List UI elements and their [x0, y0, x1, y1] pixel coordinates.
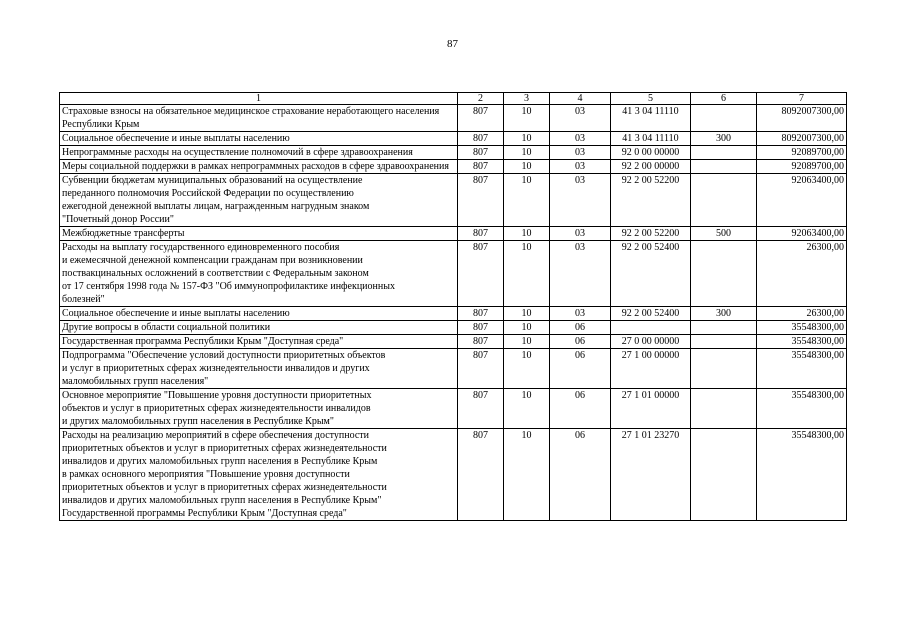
admin-code: 807 [458, 105, 504, 132]
amount: 35548300,00 [757, 389, 847, 429]
expense-type-code [691, 160, 757, 174]
table-row [60, 307, 847, 321]
table-header-row [60, 93, 847, 105]
section-code: 10 [504, 335, 550, 349]
admin-code: 807 [458, 429, 504, 521]
admin-code: 807 [458, 160, 504, 174]
row-name: Социальное обеспечение и иные выплаты населению [60, 132, 458, 146]
target-article-code: 92 2 00 52400 [611, 307, 691, 321]
amount: 35548300,00 [757, 335, 847, 349]
expense-type-code [691, 241, 757, 307]
column-header: 4 [550, 93, 611, 105]
expense-type-code: 300 [691, 132, 757, 146]
subsection-code: 03 [550, 132, 611, 146]
amount: 8092007300,00 [757, 105, 847, 132]
row-name: Страховые взносы на обязательное медицинское страхование неработающего населения Республики Крым [60, 105, 458, 132]
subsection-code: 06 [550, 389, 611, 429]
admin-code: 807 [458, 335, 504, 349]
expense-type-code [691, 146, 757, 160]
target-article-code: 92 2 00 52200 [611, 174, 691, 227]
row-name: Межбюджетные трансферты [60, 227, 458, 241]
row-name: Другие вопросы в области социальной политики [60, 321, 458, 335]
section-code: 10 [504, 389, 550, 429]
amount: 92063400,00 [757, 174, 847, 227]
amount: 35548300,00 [757, 349, 847, 389]
table-row [60, 105, 847, 132]
amount: 35548300,00 [757, 321, 847, 335]
table-row [60, 146, 847, 160]
subsection-code: 06 [550, 349, 611, 389]
column-header: 1 [60, 93, 458, 105]
admin-code: 807 [458, 132, 504, 146]
table-row [60, 227, 847, 241]
target-article-code: 92 2 00 52400 [611, 241, 691, 307]
table-row [60, 174, 847, 227]
row-name: Расходы на реализацию мероприятий в сфере обеспечения доступности приоритетных объектов и услуг в приоритетных сферах жизнедеятельности инвалидов и других маломобильных групп населения в Республике Крым в рамках основного мероприятия "Повышение уровня доступности приоритетных объектов и услуг в приоритетных сферах жизнедеятельности инвалидов и других маломобильных групп населения в Республике Крым" Государственной программы Республики Крым "Доступная среда" [60, 429, 458, 521]
expense-type-code [691, 349, 757, 389]
admin-code: 807 [458, 174, 504, 227]
row-name: Подпрограмма "Обеспечение условий доступности приоритетных объектов и услуг в приоритетных сферах жизнедеятельности инвалидов и других маломобильных групп населения" [60, 349, 458, 389]
admin-code: 807 [458, 241, 504, 307]
row-name: Меры социальной поддержки в рамках непрограммных расходов в сфере здравоохранения [60, 160, 458, 174]
admin-code: 807 [458, 307, 504, 321]
target-article-code: 27 1 01 00000 [611, 389, 691, 429]
section-code: 10 [504, 105, 550, 132]
subsection-code: 03 [550, 227, 611, 241]
table-row [60, 132, 847, 146]
row-name: Основное мероприятие "Повышение уровня доступности приоритетных объектов и услуг в приоритетных сферах жизнедеятельности инвалидов и других маломобильных групп населения в Республике Крым" [60, 389, 458, 429]
expense-type-code [691, 389, 757, 429]
amount: 35548300,00 [757, 429, 847, 521]
expense-type-code [691, 105, 757, 132]
row-name: Государственная программа Республики Крым "Доступная среда" [60, 335, 458, 349]
section-code: 10 [504, 174, 550, 227]
table-row [60, 335, 847, 349]
section-code: 10 [504, 429, 550, 521]
table-row [60, 429, 847, 521]
subsection-code: 03 [550, 174, 611, 227]
target-article-code: 27 0 00 00000 [611, 335, 691, 349]
budget-table [59, 92, 847, 521]
target-article-code: 92 2 00 52200 [611, 227, 691, 241]
section-code: 10 [504, 132, 550, 146]
target-article-code: 41 3 04 11110 [611, 105, 691, 132]
subsection-code: 03 [550, 160, 611, 174]
page-number: 87 [447, 38, 458, 50]
section-code: 10 [504, 241, 550, 307]
table-row [60, 389, 847, 429]
column-header: 3 [504, 93, 550, 105]
table-row [60, 241, 847, 307]
table-row [60, 321, 847, 335]
subsection-code: 06 [550, 321, 611, 335]
amount: 92089700,00 [757, 146, 847, 160]
amount: 92063400,00 [757, 227, 847, 241]
amount: 26300,00 [757, 307, 847, 321]
target-article-code: 27 1 00 00000 [611, 349, 691, 389]
amount: 8092007300,00 [757, 132, 847, 146]
target-article-code: 92 0 00 00000 [611, 146, 691, 160]
admin-code: 807 [458, 349, 504, 389]
subsection-code: 06 [550, 429, 611, 521]
expense-type-code: 500 [691, 227, 757, 241]
section-code: 10 [504, 146, 550, 160]
section-code: 10 [504, 227, 550, 241]
section-code: 10 [504, 307, 550, 321]
expense-type-code [691, 335, 757, 349]
admin-code: 807 [458, 389, 504, 429]
row-name: Субвенции бюджетам муниципальных образований на осуществление переданного полномочия Российской Федерации по осуществлению ежегодной денежной выплаты лицам, награжденным нагрудным знаком "Почетный донор России" [60, 174, 458, 227]
expense-type-code: 300 [691, 307, 757, 321]
expense-type-code [691, 174, 757, 227]
subsection-code: 03 [550, 105, 611, 132]
table-row [60, 160, 847, 174]
column-header: 2 [458, 93, 504, 105]
section-code: 10 [504, 321, 550, 335]
subsection-code: 03 [550, 241, 611, 307]
target-article-code: 27 1 01 23270 [611, 429, 691, 521]
table-row [60, 349, 847, 389]
amount: 92089700,00 [757, 160, 847, 174]
subsection-code: 03 [550, 307, 611, 321]
row-name: Социальное обеспечение и иные выплаты населению [60, 307, 458, 321]
section-code: 10 [504, 349, 550, 389]
section-code: 10 [504, 160, 550, 174]
expense-type-code [691, 429, 757, 521]
column-header: 6 [691, 93, 757, 105]
subsection-code: 06 [550, 335, 611, 349]
expense-type-code [691, 321, 757, 335]
row-name: Непрограммные расходы на осуществление полномочий в сфере здравоохранения [60, 146, 458, 160]
admin-code: 807 [458, 321, 504, 335]
target-article-code [611, 321, 691, 335]
admin-code: 807 [458, 227, 504, 241]
column-header: 5 [611, 93, 691, 105]
target-article-code: 92 2 00 00000 [611, 160, 691, 174]
amount: 26300,00 [757, 241, 847, 307]
column-header: 7 [757, 93, 847, 105]
admin-code: 807 [458, 146, 504, 160]
subsection-code: 03 [550, 146, 611, 160]
target-article-code: 41 3 04 11110 [611, 132, 691, 146]
row-name: Расходы на выплату государственного единовременного пособия и ежемесячной денежной компенсации гражданам при возникновении поствакцинальных осложнений в соответствии с Федеральным законом от 17 сентября 1998 года № 157-ФЗ "Об иммунопрофилактике инфекционных болезней" [60, 241, 458, 307]
